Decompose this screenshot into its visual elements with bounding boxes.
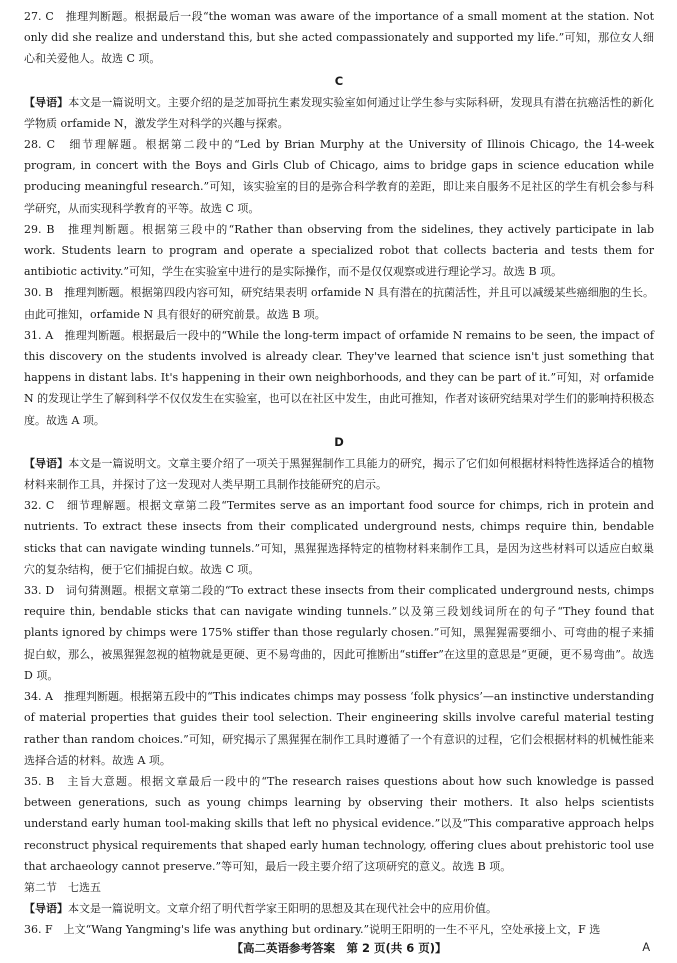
guide-text: 本文是一篇说明文。主要介绍的是芝加哥抗生素发现实验室如何通过让学生参与实际科研，发现具有潜在抗癌活性的新化学物质 orfamide N，激发学生对科学的兴趣与探索。 bbox=[24, 95, 655, 130]
section-heading-c: C bbox=[334, 73, 344, 88]
guide-label: 【导语】 bbox=[24, 456, 69, 470]
answer-text: 34. A 推理判断题。根据第五段中的“This indicates chimps may possess ‘folk physics’—an instinctive understanding of material properties that guides their tool selection. Their engineering skills involve careful material testing rather than random choices.”可知，研究揭示了黑猩猩在制作工具时遵循了一个有意识的过程，它们会根据材料的机械性能来选择合适的材料。故选 A 项。 bbox=[24, 690, 654, 767]
footer-version-mark: A bbox=[642, 942, 650, 954]
guide-paragraph-c bbox=[24, 92, 654, 134]
answer-text: 29. B 推理判断题。根据第三段中的“Rather than observing from the sidelines, they actively participate in lab work. Students learn to program and operate a specialized robot that collects bacteria and tests them for antibiotic activity.”可知，学生在实验室中进行的是实际操作，而不是仅仅观察或进行理论学习。故选 B 项。 bbox=[24, 222, 654, 279]
page-footer bbox=[24, 939, 654, 957]
answer-item-29 bbox=[24, 219, 654, 283]
answer-item-35 bbox=[24, 771, 654, 877]
answer-text: 31. A 推理判断题。根据最后一段中的“While the long-term impact of orfamide N remains to be seen, the impact of this discovery on the students involved is already clear. They've learned that science isn't just something that happens in distant labs. It's happening in their own neighborhoods, and they can be part of it.”可知，对 orfamide N 的发现让学生了解到科学不仅仅发生在实验室，也可以在社区中发生，由此可推知，作者对该研究结果对学生们的影响持积极态度。故选 A 项。 bbox=[24, 328, 654, 427]
answer-text: 35. B 主旨大意题。根据文章最后一段中的“The research raises questions about how such knowledge is passed between generations, such as young chimps learning by observing their mothers. It also helps scientists understand early human tool-making skills that left no physical evidence.”以及“This comparative approach helps reconstruct physical requirements that shaped early human technology, offering clues about prehistoric tool use that archaeology cannot preserve.”等可知，最后一段主要介绍了这项研究的意义。故选 B 项。 bbox=[24, 774, 654, 873]
footer-title: 【高二英语参考答案 第 2 页(共 6 页)】 bbox=[231, 941, 447, 955]
answer-text: 33. D 词句猜测题。根据文章第二段的“To extract these insects from their complicated underground nests, chimps require thin, bendable sticks that can navigate winding tunnels.”以及第三段划线词所在的句子“They found that plants ignored by chimps were 175% stiffer than those regularly chosen.”可知，黑猩猩需要细小、可弯曲的棍子来捕捉白蚁，那么，被黑猩猩忽视的植物就是更硬、更不易弯曲的，因此可推断出“stiffer”在这里的意思是“更硬，更不易弯曲”。故选 D 项。 bbox=[24, 584, 654, 682]
guide-paragraph-two bbox=[24, 898, 654, 919]
section-heading-d: D bbox=[334, 434, 344, 449]
guide-paragraph-d bbox=[24, 453, 654, 495]
guide-text: 本文是一篇说明文。文章介绍了明代哲学家王阳明的思想及其在现代社会中的应用价值。 bbox=[68, 902, 497, 916]
answer-item-32 bbox=[24, 495, 654, 580]
answer-text: 27. C 推理判断题。根据最后一段“the woman was aware of the importance of a small moment at the station. Not only did she realize and understand this, but she acted compassionately and supported my life.”可知，那位女人细心和关爱他人。故选 C 项。 bbox=[24, 10, 654, 66]
answer-item-31 bbox=[24, 325, 654, 431]
answer-item-33 bbox=[24, 580, 654, 686]
answer-item-36 bbox=[24, 919, 654, 940]
answer-text: 30. B 推理判断题。根据第四段内容可知，研究结果表明 orfamide N 具有潜在的抗菌活性，并且可以减缓某些癌细胞的生长。由此可推知，orfamide N 具有很好的研究前景。故选 B 项。 bbox=[24, 286, 654, 321]
answer-item-27 bbox=[24, 6, 654, 70]
answer-item-28 bbox=[24, 134, 654, 219]
answer-text: 36. F 上文“Wang Yangming's life was anything but ordinary.”说明王阳明的一生不平凡，空处承接上文，F 选 bbox=[24, 923, 601, 937]
answer-text: 32. C 细节理解题。根据文章第二段“Termites serve as an important food source for chimps, rich in protein and nutrients. To extract these insects from their complicated underground nests, chimps require thin, bendable sticks that can navigate winding tunnels.”可知，黑猩猩选择特定的植物材料来制作工具，是因为这些材料可以适应白蚁巢穴的复杂结构，便于它们捕捉白蚁。故选 C 项。 bbox=[24, 499, 654, 576]
guide-text: 本文是一篇说明文。文章主要介绍了一项关于黑猩猩制作工具能力的研究，揭示了它们如何根据材料特性选择适合的植物材料来制作工具，并探讨了这一发现对人类早期工具制作技能研究的启示。 bbox=[24, 456, 655, 492]
answer-item-34 bbox=[24, 686, 654, 771]
guide-label: 【导语】 bbox=[24, 95, 69, 109]
answer-item-30 bbox=[24, 282, 654, 324]
guide-label: 【导语】 bbox=[24, 902, 68, 916]
section-title-seven-choose-five: 第二节 七选五 bbox=[24, 880, 101, 894]
answer-page bbox=[24, 6, 654, 941]
answer-text: 28. C 细节理解题。根据第二段中的“Led by Brian Murphy at the University of Illinois Chicago, the 14-week program, in concert with the Boys and Girls Club of Chicago, aims to bridge gaps in science education while producing meaningful research.”可知，该实验室的目的是弥合科学教育的差距，即让来自服务不足社区的学生有机会参与科学研究，从而实现科学教育的平等。故选 C 项。 bbox=[24, 138, 654, 215]
